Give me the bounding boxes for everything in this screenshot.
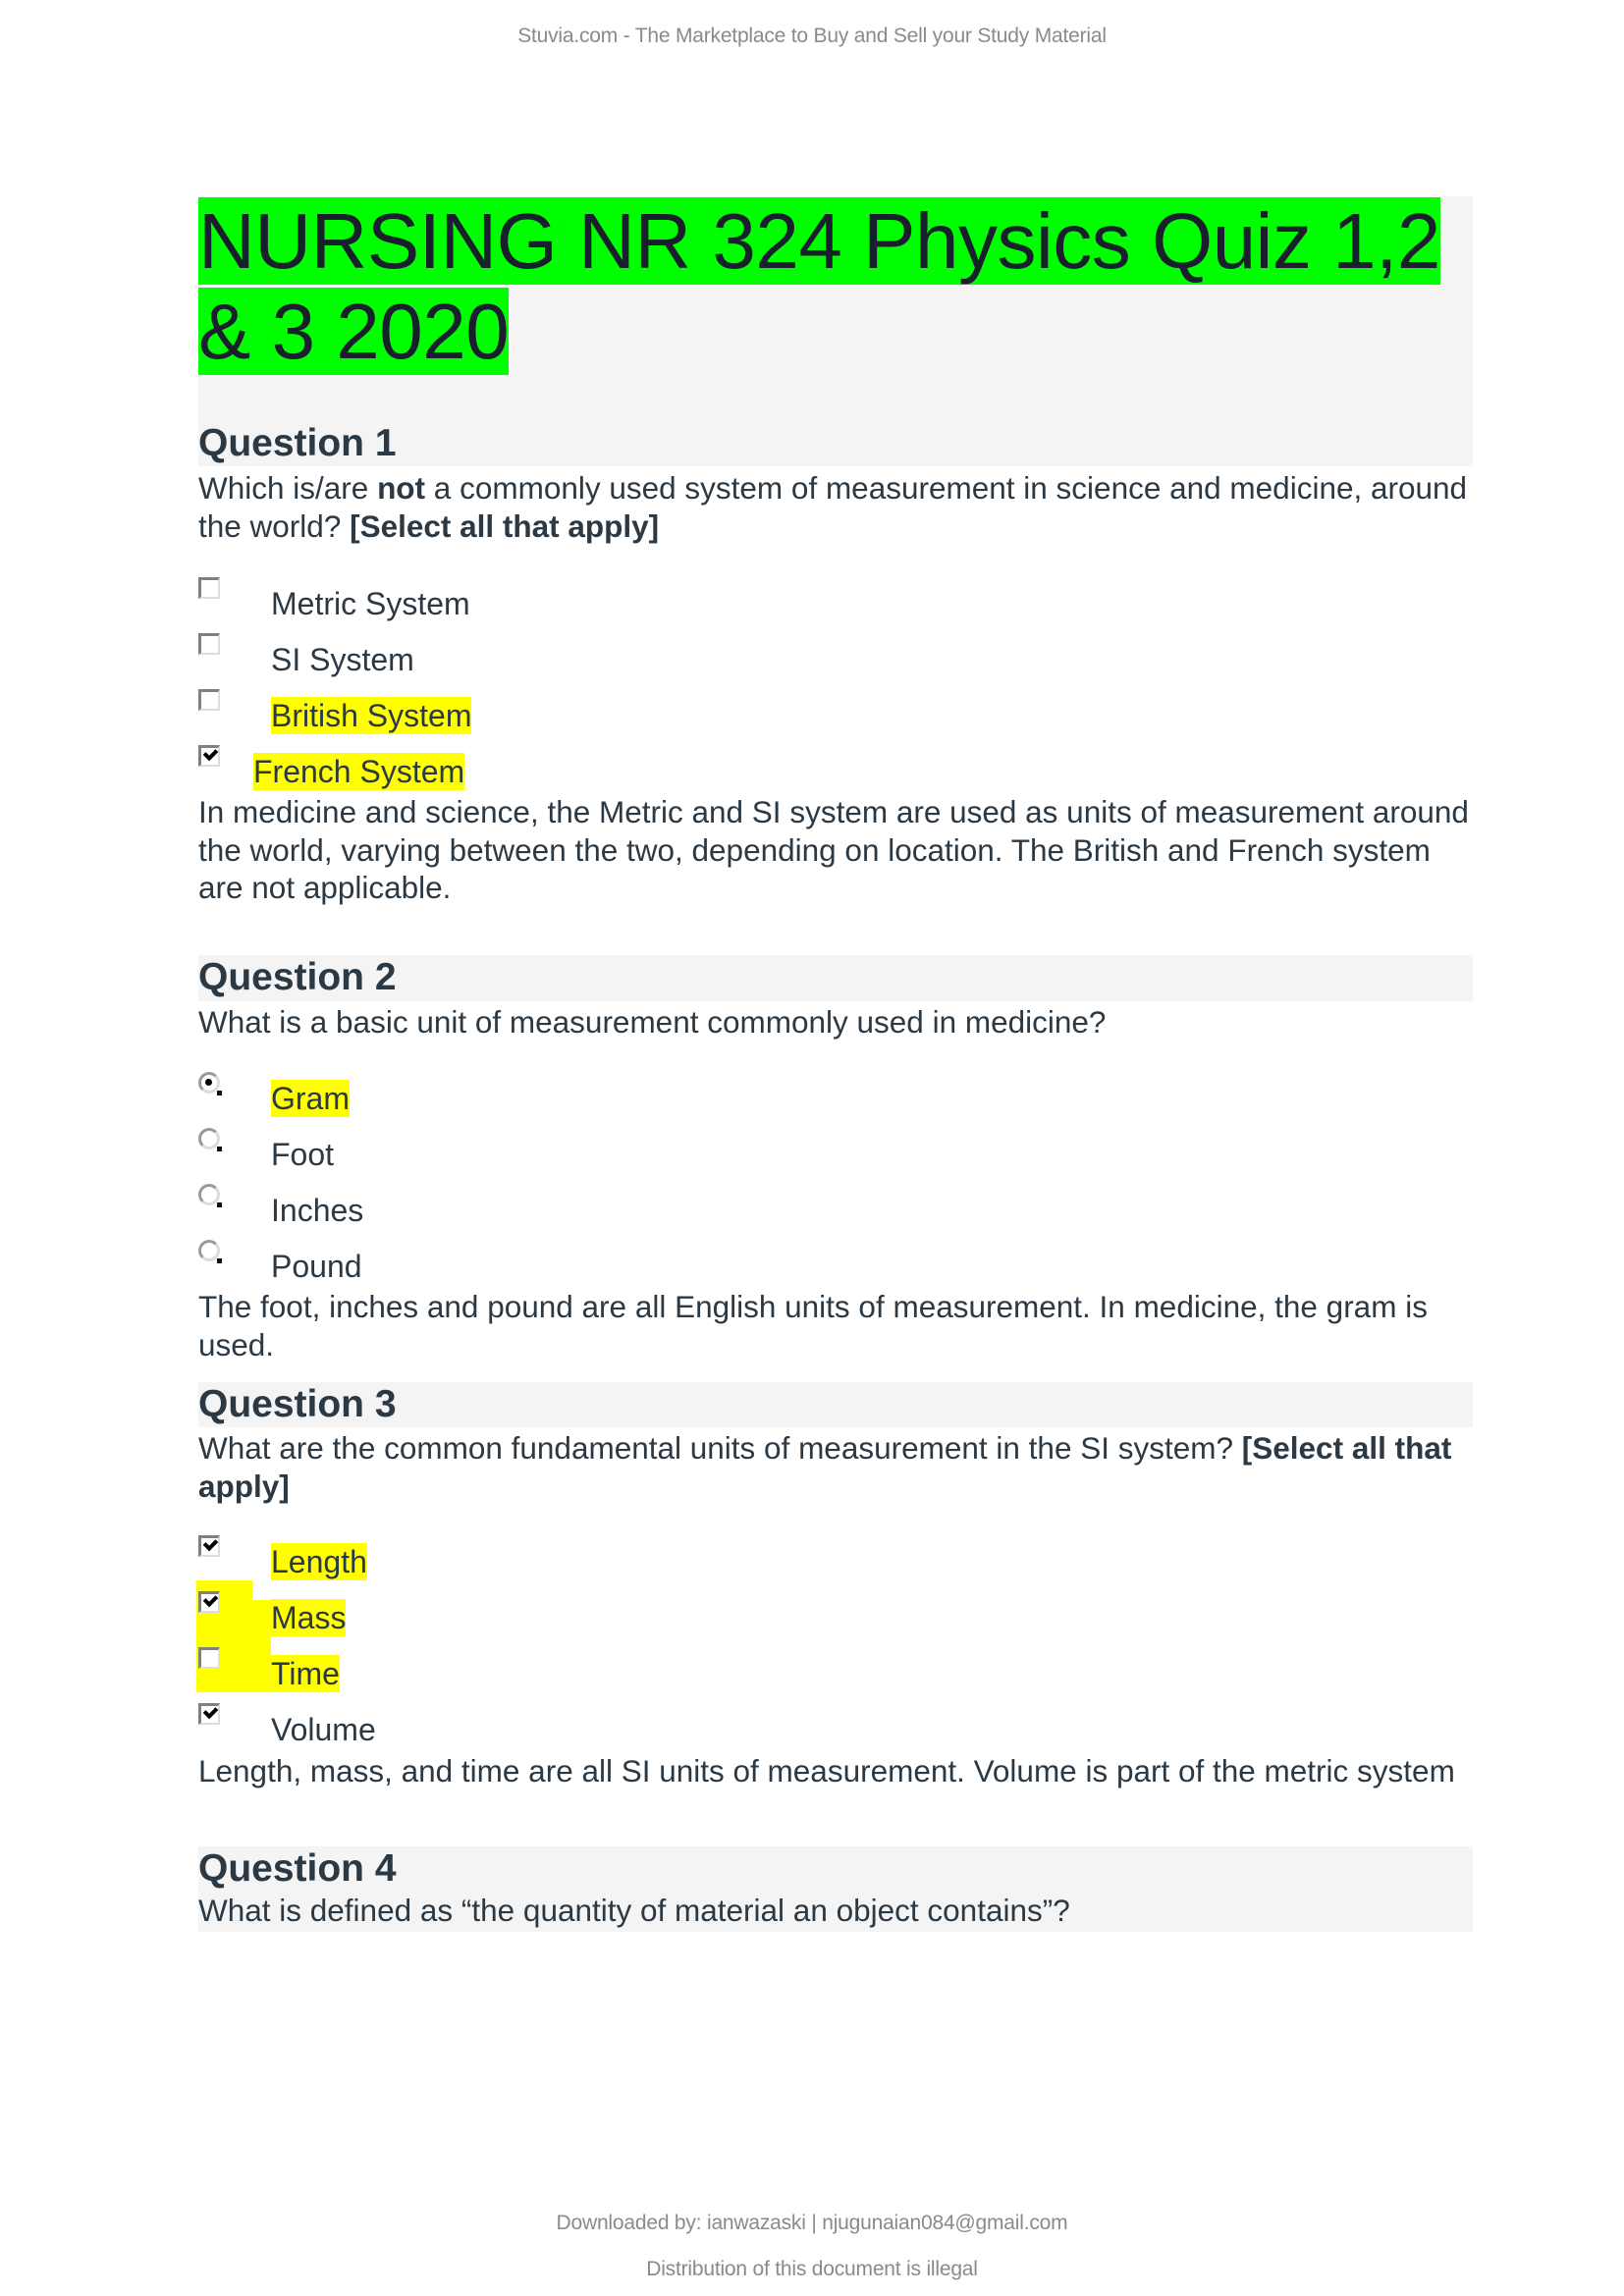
option-label-highlighted: British System	[271, 698, 472, 733]
question-4-block	[198, 1846, 1473, 1932]
emphasis-not: not	[377, 470, 426, 506]
checkbox-checked-icon[interactable]	[198, 1591, 220, 1613]
highlight-mark	[251, 1600, 271, 1692]
question-2-text: What is a basic unit of measurement commonly used in medicine?	[198, 1004, 1107, 1040]
checkbox-icon[interactable]	[198, 577, 220, 599]
question-3-heading: Question 3	[198, 1383, 397, 1425]
select-all-instruction: [Select all that apply]	[198, 1430, 1452, 1504]
title-line-2: & 3 2020	[198, 288, 510, 375]
radio-icon[interactable]	[198, 1240, 220, 1261]
footer-distribution-notice: Distribution of this document is illegal	[646, 2258, 978, 2280]
question-1-heading: Question 1	[198, 422, 397, 464]
question-3-text: What are the common fundamental units of measurement in the SI system? [Select all that apply]	[198, 1430, 1452, 1504]
option-label-highlighted: French System	[253, 754, 465, 789]
question-3-explanation: Length, mass, and time are all SI units of measurement. Volume is part of the metric system	[198, 1753, 1455, 1789]
question-1-heading-band	[198, 421, 1473, 466]
question-4-text: What is defined as “the quantity of material an object contains”?	[198, 1893, 1070, 1928]
question-4-heading: Question 4	[198, 1847, 397, 1890]
option-label: Volume	[271, 1712, 376, 1747]
select-all-instruction: [Select all that apply]	[350, 507, 660, 544]
question-2-heading: Question 2	[198, 956, 397, 998]
page-title	[198, 196, 1465, 377]
question-1-text: Which is/are not a commonly used system of measurement in science and medicine, around the world? [Select all that apply]	[198, 470, 1468, 544]
option-label-highlighted: Gram	[271, 1081, 350, 1116]
checkbox-icon[interactable]	[198, 689, 220, 711]
footer-downloaded-by: Downloaded by: ianwazaski | njugunaian084@gmail.com	[556, 2212, 1068, 2234]
header-watermark: Stuvia.com - The Marketplace to Buy and Sell your Study Material	[517, 25, 1107, 47]
radio-icon[interactable]	[198, 1184, 220, 1205]
checkbox-checked-icon[interactable]	[198, 1703, 220, 1725]
option-label: SI System	[271, 642, 414, 677]
option-label-highlighted: Mass	[271, 1600, 347, 1635]
checkbox-checked-icon[interactable]	[198, 745, 220, 767]
option-label: Metric System	[271, 586, 470, 621]
option-label: Inches	[271, 1193, 364, 1228]
option-label: Foot	[271, 1137, 335, 1172]
radio-icon[interactable]	[198, 1128, 220, 1149]
option-label-highlighted: Length	[271, 1544, 367, 1579]
checkbox-icon[interactable]	[198, 633, 220, 655]
title-line-1: NURSING NR 324 Physics Quiz 1,2	[198, 197, 1440, 285]
option-label-highlighted: Time	[271, 1656, 340, 1691]
checkbox-checked-icon[interactable]	[198, 1535, 220, 1557]
question-3-heading-band	[198, 1382, 1473, 1427]
question-2-heading-band	[198, 955, 1473, 1001]
question-2-explanation: The foot, inches and pound are all English units of measurement. In medicine, the gram is used.	[198, 1289, 1428, 1362]
radio-selected-icon[interactable]	[198, 1072, 220, 1094]
question-1-explanation: In medicine and science, the Metric and SI system are used as units of measurement around the world, varying between the two, depending on location. The British and French system are not applicable.	[198, 794, 1469, 905]
option-label: Pound	[271, 1249, 362, 1284]
checkbox-icon[interactable]	[198, 1647, 220, 1669]
